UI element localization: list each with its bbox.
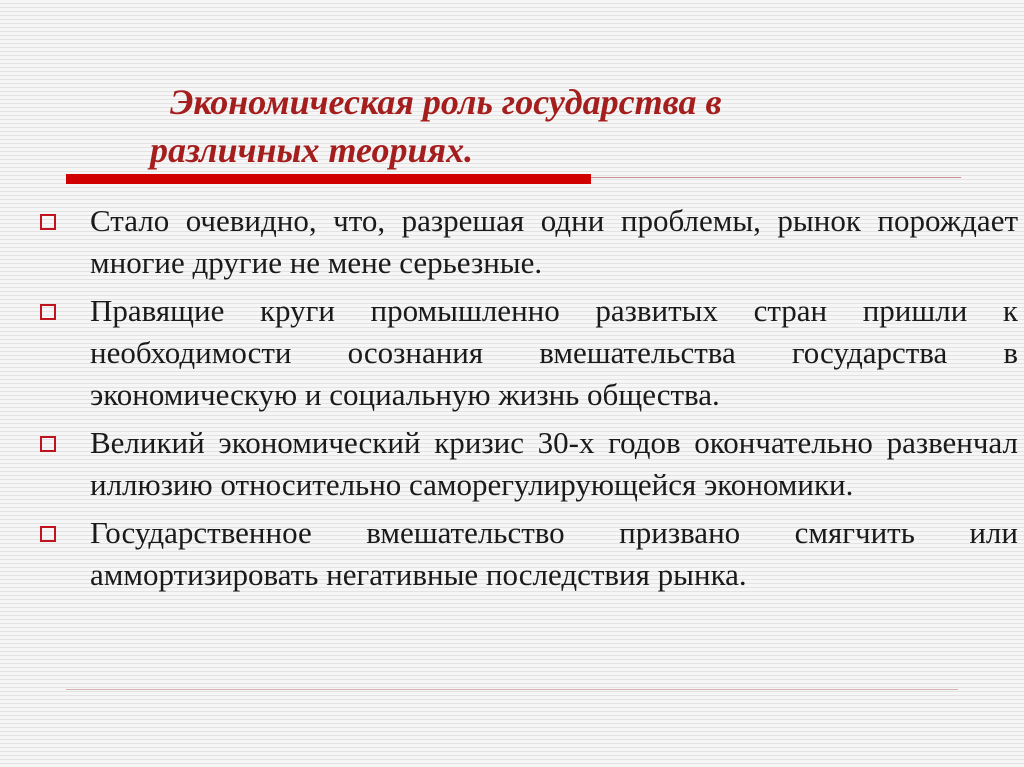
hollow-square-icon — [40, 526, 56, 542]
slide-title-line-2: различных теориях. — [150, 130, 474, 170]
hollow-square-icon — [40, 214, 56, 230]
title-underline-accent — [66, 174, 591, 184]
slide-title-line-1: Экономическая роль государства в — [170, 82, 722, 122]
bullet-text: Стало очевидно, что, разрешая одни проблемы, рынок порождает многие другие не мене серьезные. — [90, 203, 1018, 280]
bullet-text: Правящие круги промышленно развитых стран пришли к необходимости осознания вмешательства государства в экономическую и социальную жизнь общества. — [90, 293, 1018, 412]
bullet-item — [0, 200, 1024, 284]
bullet-item — [0, 512, 1024, 596]
bullet-item — [0, 422, 1024, 506]
hollow-square-icon — [40, 436, 56, 452]
bullet-text: Великий экономический кризис 30-х годов окончательно развенчал иллюзию относительно саморегулирующейся экономики. — [90, 425, 1018, 502]
hollow-square-icon — [40, 304, 56, 320]
footer-divider — [66, 689, 958, 690]
bullet-list — [0, 200, 1024, 596]
slide-title — [150, 78, 890, 174]
title-underline-thin — [591, 177, 961, 178]
bullet-text: Государственное вмешательство призвано смягчить или аммортизировать негативные последствия рынка. — [90, 515, 1018, 592]
bullet-item — [0, 290, 1024, 416]
